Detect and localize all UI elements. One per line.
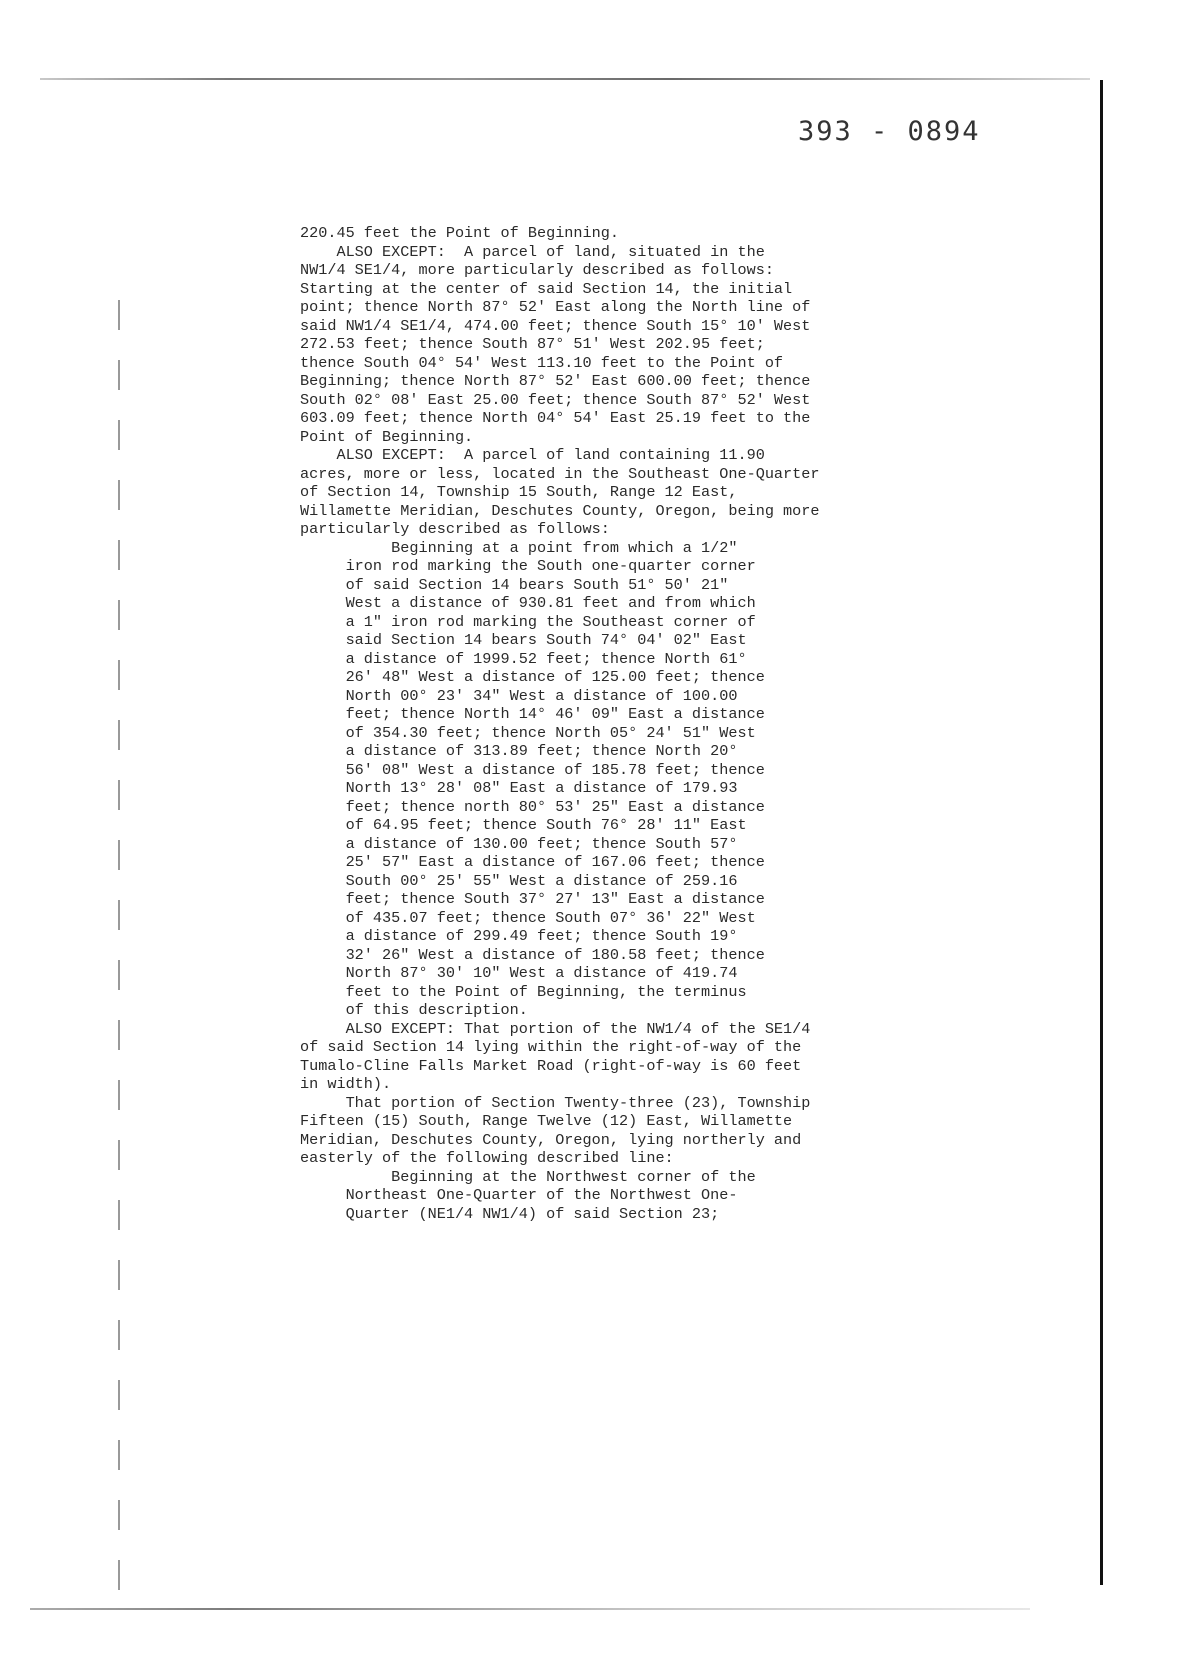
text-line: South 02° 08' East 25.00 feet; thence South 87° 52' West [300,390,811,409]
text-line: North 87° 30' 10" West a distance of 419.74 [300,964,738,982]
text-line: 26' 48" West a distance of 125.00 feet; thence [300,668,765,686]
text-line: a 1" iron rod marking the Southeast corner of [300,612,756,631]
text-line: 32' 26" West a distance of 180.58 feet; thence [300,945,765,964]
text-line: a distance of 299.49 feet; thence South 19° [300,927,738,945]
scan-right-edge-line [1100,80,1103,1585]
text-line: Beginning at the Northwest corner of the [300,1167,756,1186]
text-line: of said Section 14 lying within the right-of-way of the [300,1038,802,1056]
text-line: Meridian, Deschutes County, Oregon, lying northerly and [300,1130,802,1149]
text-line: 220.45 feet the Point of Beginning. [300,224,619,242]
scan-bottom-edge-line [30,1608,1030,1610]
legal-description-text [300,224,920,1223]
text-line: of 354.30 feet; thence North 05° 24' 51" West [300,723,756,742]
text-line: a distance of 130.00 feet; thence South 57° [300,834,738,853]
text-line: That portion of Section Twenty-three (23), Township [300,1093,811,1112]
text-line: said NW1/4 SE1/4, 474.00 feet; thence South 15° 10' West [300,316,811,335]
text-line: Beginning at a point from which a 1/2" [300,538,738,557]
text-line: Northeast One-Quarter of the Northwest One- [300,1186,738,1204]
scan-top-edge-line [40,78,1090,80]
text-line: thence South 04° 54' West 113.10 feet to the Point of [300,353,784,372]
text-line: of this description. [300,1001,528,1019]
text-line: 603.09 feet; thence North 04° 54' East 25.19 feet to the [300,409,811,427]
text-line: Quarter (NE1/4 NW1/4) of said Section 23; [300,1204,720,1223]
text-line: ALSO EXCEPT: That portion of the NW1/4 of the SE1/4 [300,1019,811,1038]
text-line: North 13° 28' 08" East a distance of 179.93 [300,779,738,797]
text-line: feet; thence North 14° 46' 09" East a distance [300,705,765,723]
text-line: Beginning; thence North 87° 52' East 600.00 feet; thence [300,372,811,390]
text-line: 56' 08" West a distance of 185.78 feet; thence [300,760,765,779]
text-line: 272.53 feet; thence South 87° 51' West 202.95 feet; [300,335,765,353]
text-line: Fifteen (15) South, Range Twelve (12) East, Willamette [300,1112,793,1130]
text-line: easterly of the following described line: [300,1149,674,1167]
text-line: particularly described as follows: [300,520,610,538]
text-line: of Section 14, Township 15 South, Range 12 East, [300,483,738,501]
text-line: point; thence North 87° 52' East along the North line of [300,298,811,316]
text-line: iron rod marking the South one-quarter corner [300,557,756,575]
text-line: ALSO EXCEPT: A parcel of land containing 11.90 [300,446,765,464]
text-line: a distance of 313.89 feet; thence North 20° [300,742,738,760]
text-line: of 64.95 feet; thence South 76° 28' 11" East [300,816,747,834]
text-line: a distance of 1999.52 feet; thence North 61° [300,649,747,668]
text-line: feet; thence South 37° 27' 13" East a distance [300,890,765,908]
text-line: Tumalo-Cline Falls Market Road (right-of-way is 60 feet [300,1056,802,1075]
text-line: Starting at the center of said Section 14, the initial [300,279,793,298]
text-line: in width). [300,1075,392,1093]
text-line: 25' 57" East a distance of 167.06 feet; thence [300,853,765,871]
text-line: NW1/4 SE1/4, more particularly described as follows: [300,261,774,279]
text-line: North 00° 23' 34" West a distance of 100.00 [300,686,738,705]
text-line: West a distance of 930.81 feet and from which [300,594,756,612]
text-line: Willamette Meridian, Deschutes County, Oregon, being more [300,501,820,520]
text-line: feet; thence north 80° 53' 25" East a distance [300,797,765,816]
text-line: South 00° 25' 55" West a distance of 259.16 [300,871,738,890]
text-line: acres, more or less, located in the Southeast One-Quarter [300,464,820,483]
text-line: of said Section 14 bears South 51° 50' 21" [300,575,729,594]
page-number: 393 - 0894 [798,116,981,147]
text-line: of 435.07 feet; thence South 07° 36' 22" West [300,908,756,927]
scan-left-edge-marks [118,300,120,1610]
text-line: Point of Beginning. [300,427,474,446]
text-line: said Section 14 bears South 74° 04' 02" East [300,631,747,649]
text-line: ALSO EXCEPT: A parcel of land, situated in the [300,242,765,261]
text-line: feet to the Point of Beginning, the terminus [300,982,747,1001]
